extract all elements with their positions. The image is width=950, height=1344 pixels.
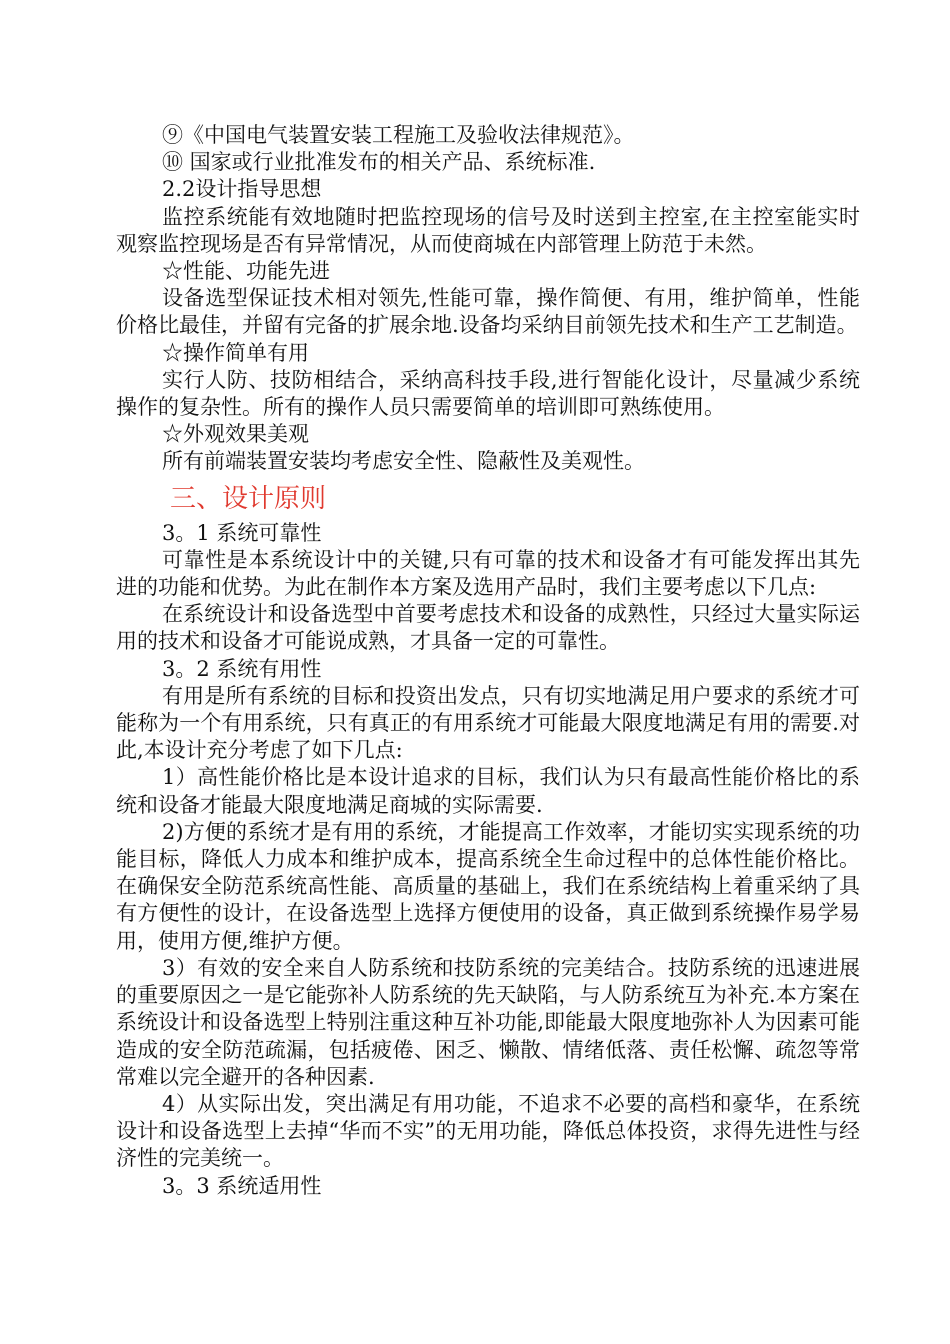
paragraph: 3）有效的安全来自人防系统和技防系统的完美结合。技防系统的迅速进展的重要原因之一是它能弥补人防系统的先天缺陷，与人防系统互为补充.本方案在系统设计和设备选型上特别注重这种互补功能,即能最大限度地弥补人为因素可能造成的安全防范疏漏，包括疲倦、困乏、懒散、情绪低落、责任松懈、疏忽等常常难以完全避开的各种因素. [116,955,860,1089]
list-item-10: ⑩ 国家或行业批准发布的相关产品、系统标准. [162,150,596,175]
subsection-2-2: 2.2设计指导思想 [162,177,322,202]
paragraph: 在系统设计和设备选型中首要考虑技术和设备的成熟性，只经过大量实际运用的技术和设备才可能说成熟，才具备一定的可靠性。 [116,602,860,654]
paragraph: 实行人防、技防相结合，采纳高科技手段,进行智能化设计，尽量减少系统操作的复杂性。所有的操作人员只需要简单的培训即可熟练使用。 [116,367,860,420]
paragraph: 有用是所有系统的目标和投资出发点，只有切实地满足用户要求的系统才可能称为一个有用系统，只有真正的有用系统才可能最大限度地满足有用的需要.对此,本设计充分考虑了如下几点: [116,683,860,763]
bullet-heading: ☆操作简单有用 [162,340,309,365]
subsection-3-3: 3。3 系统适用性 [162,1173,322,1198]
paragraph: 监控系统能有效地随时把监控现场的信号及时送到主控室,在主控室能实时观察监控现场是否有异常情况，从而使商城在内部管理上防范于未然。 [116,204,860,256]
list-item-9: ⑨《中国电气装置安装工程施工及验收法律规范》。 [162,123,635,147]
bullet-heading: ☆性能、功能先进 [162,259,330,284]
subsection-3-1: 3。1 系统可靠性 [162,520,322,545]
bullet-heading: ☆外观效果美观 [162,422,309,447]
paragraph: 可靠性是本系统设计中的关键,只有可靠的技术和设备才有可能发挥出其先进的功能和优势。为此在制作本方案及选用产品时，我们主要考虑以下几点: [116,547,860,600]
section-heading: 三、设计原则 [170,483,327,514]
paragraph: 所有前端装置安装均考虑安全性、隐蔽性及美观性。 [162,449,645,474]
subsection-3-2: 3。2 系统有用性 [162,656,322,681]
document-page [116,122,860,1200]
paragraph: 4）从实际出发，突出满足有用功能，不追求不必要的高档和豪华，在系统设计和设备选型上去掉“华而不实”的无用功能，降低总体投资，求得先进性与经济性的完美统一。 [116,1091,860,1171]
paragraph: 设备选型保证技术相对领先,性能可靠，操作简便、有用，维护简单，性能价格比最佳，并留有完备的扩展余地.设备均采纳目前领先技术和生产工艺制造。 [116,286,860,338]
paragraph: 2)方便的系统才是有用的系统，才能提高工作效率，才能切实实现系统的功能目标，降低人力成本和维护成本，提高系统全生命过程中的总体性能价格比。在确保安全防范系统高性能、高质量的基础上，我们在系统结构上着重采纳了具有方便性的设计，在设备选型上选择方便使用的设备，真正做到系统操作易学易用，使用方便,维护方便。 [116,819,860,953]
paragraph: 1）高性能价格比是本设计追求的目标，我们认为只有最高性能价格比的系统和设备才能最大限度地满足商城的实际需要. [116,765,860,817]
